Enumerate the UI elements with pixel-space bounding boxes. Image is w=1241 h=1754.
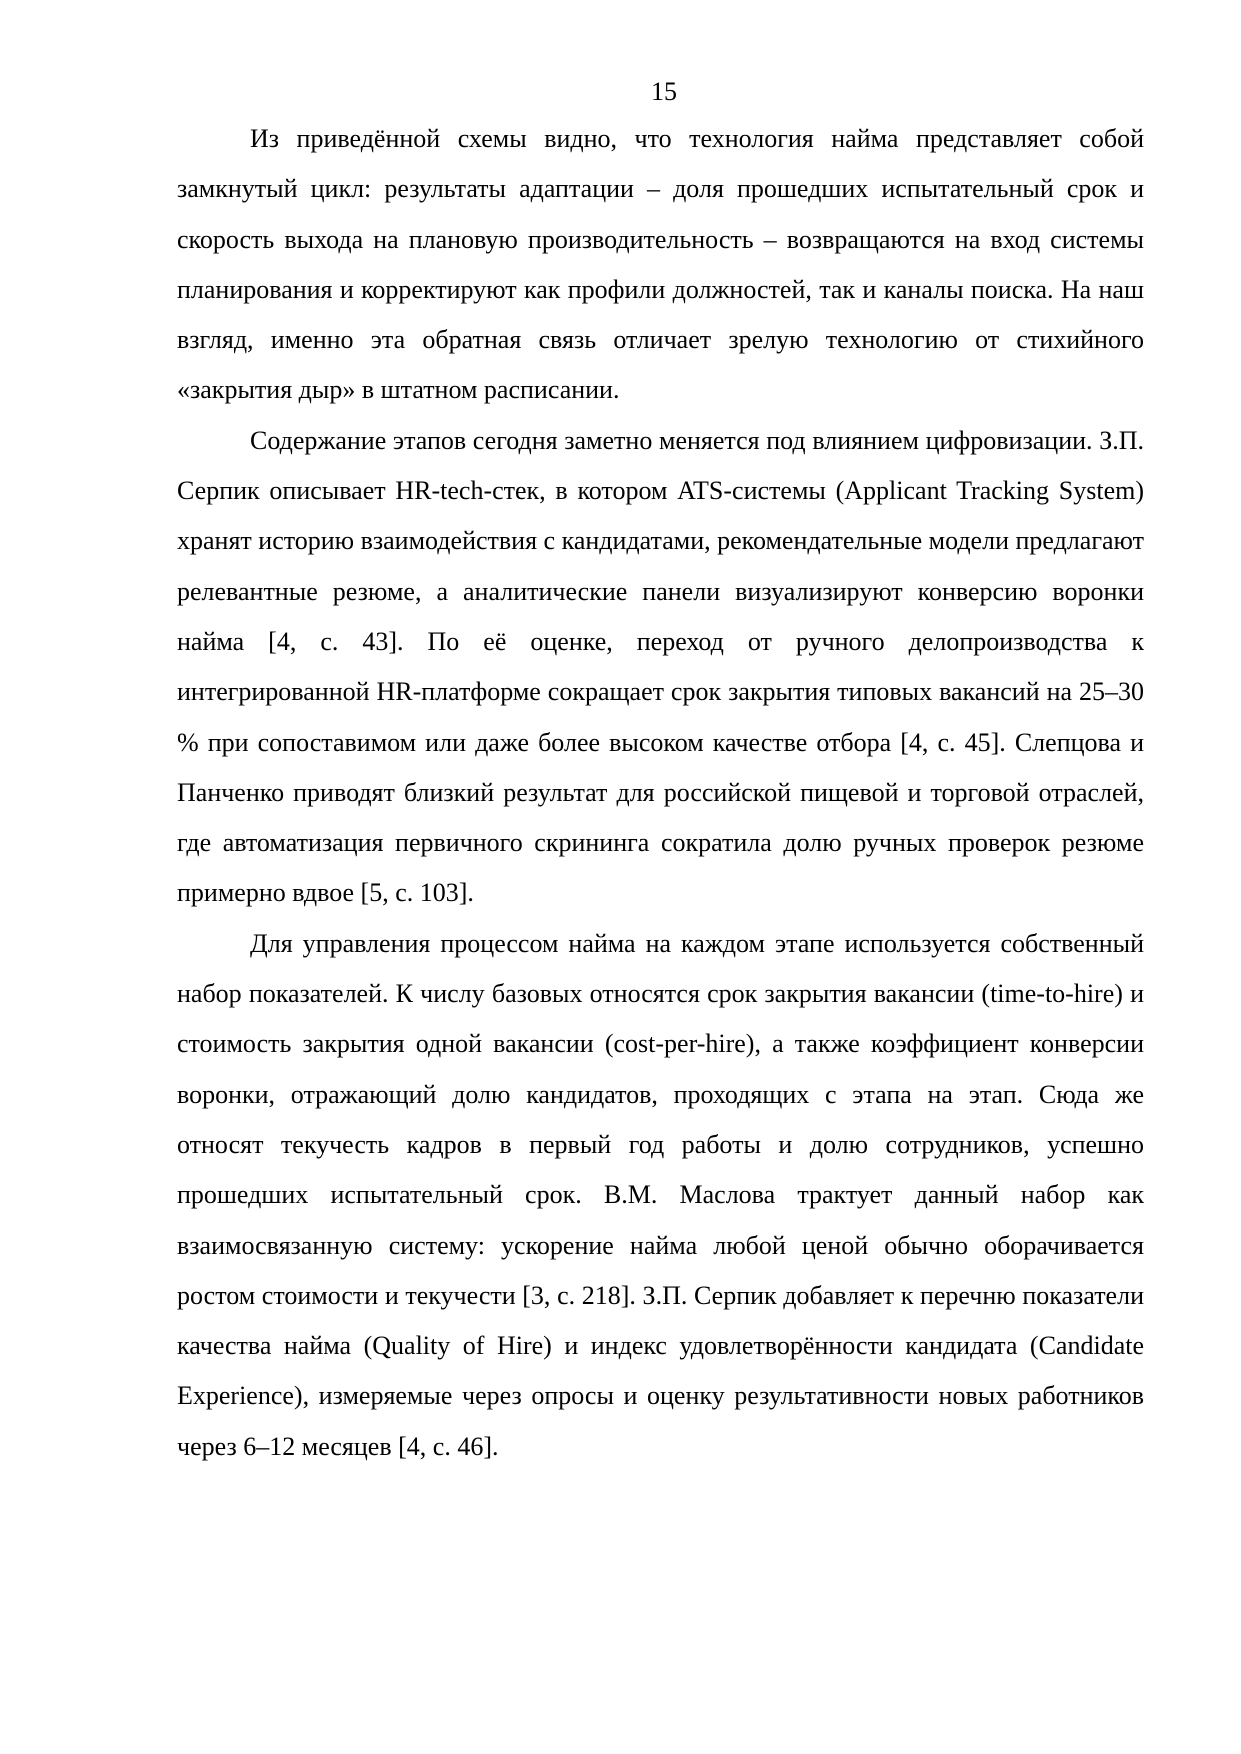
body-text: [177, 114, 1144, 1472]
page-number: 15: [651, 77, 677, 106]
paragraph-1: Из приведённой схемы видно, что технология найма представляет собой замкнутый цикл: результаты адаптации – доля прошедших испытательный срок и скорость выхода на плановую производительность – возвращаются на вход системы планирования и корректируют как профили должностей, так и каналы поиска. На наш взгляд, именно эта обратная связь отличает зрелую технологию от стихийного «закрытия дыр» в штатном расписании.: [177, 124, 1144, 405]
paragraph-2: Содержание этапов сегодня заметно меняется под влиянием цифровизации. З.П. Серпик описывает HR-tech-стек, в котором ATS-системы (Applicant Tracking System) хранят историю взаимодействия с кандидатами, рекомендательные модели предлагают релевантные резюме, а аналитические панели визуализируют конверсию воронки найма [4, с. 43]. По её оценке, переход от ручного делопроизводства к интегрированной HR-платформе сокращает срок закрытия типовых вакансий на 25–30 % при сопоставимом или даже более высоком качестве отбора [4, с. 45]. Слепцова и Панченко приводят близкий результат для российской пищевой и торговой отраслей, где автоматизация первичного скрининга сократила долю ручных проверок резюме примерно вдвое [5, с. 103].: [177, 425, 1144, 908]
paragraph-3: Для управления процессом найма на каждом этапе используется собственный набор показателей. К числу базовых относятся срок закрытия вакансии (time-to-hire) и стоимость закрытия одной вакансии (cost-per-hire), а также коэффициент конверсии воронки, отражающий долю кандидатов, проходящих с этапа на этап. Сюда же относят текучесть кадров в первый год работы и долю сотрудников, успешно прошедших испытательный срок. В.М. Маслова трактует данный набор как взаимосвязанную систему: ускорение найма любой ценой обычно оборачивается ростом стоимости и текучести [3, с. 218]. З.П. Серпик добавляет к перечню показатели качества найма (Quality of Hire) и индекс удовлетворённости кандидата (Candidate Experience), измеряемые через опросы и оценку результативности новых работников через 6–12 месяцев [4, с. 46].: [177, 928, 1144, 1461]
